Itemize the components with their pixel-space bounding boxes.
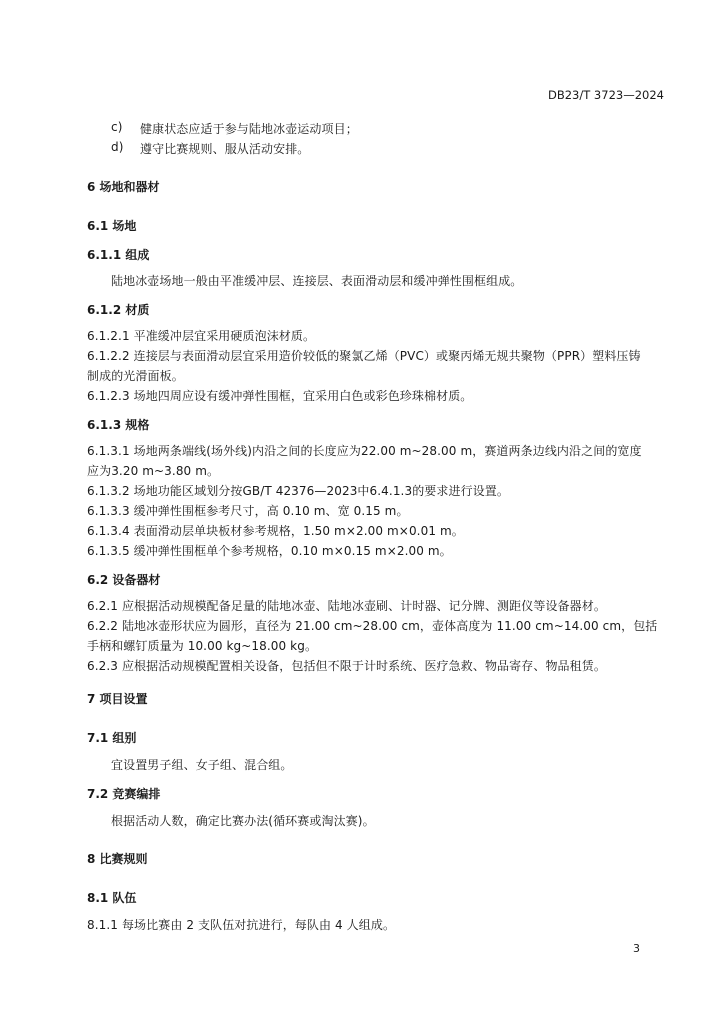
section-heading-7: 7 项目设置 xyxy=(87,692,148,706)
list-text: 遵守比赛规则、服从活动安排。 xyxy=(140,142,310,156)
clause-6-1-3-1-cont: 应为3.20 m~3.80 m。 xyxy=(87,464,220,478)
clause-6-1-2-2-cont: 制成的光滑面板。 xyxy=(87,369,184,383)
section-heading-6-1: 6.1 场地 xyxy=(87,219,137,233)
section-heading-6-2: 6.2 设备器材 xyxy=(87,573,161,587)
clause-6-1-3-4: 6.1.3.4 表面滑动层单块板材参考规格，1.50 m×2.00 m×0.01 m。 xyxy=(87,524,464,538)
clause-6-1-3-2: 6.1.3.2 场地功能区域划分按GB/T 42376—2023中6.4.1.3的要求进行设置。 xyxy=(87,484,510,498)
section-heading-6-1-2: 6.1.2 材质 xyxy=(87,303,150,317)
section-heading-7-2: 7.2 竞赛编排 xyxy=(87,787,161,801)
clause-6-2-1: 6.2.1 应根据活动规模配备足量的陆地冰壶、陆地冰壶刷、计时器、记分牌、测距仪等设备器材。 xyxy=(87,599,606,613)
clause-6-1-3-3: 6.1.3.3 缓冲弹性围框参考尺寸，高 0.10 m、宽 0.15 m。 xyxy=(87,504,409,518)
page-number: 3 xyxy=(633,942,641,955)
paragraph: 根据活动人数，确定比赛办法(循环赛或淘汰赛)。 xyxy=(111,814,375,828)
clause-6-2-2-cont: 手柄和螺钉质量为 10.00 kg~18.00 kg。 xyxy=(87,639,318,653)
clause-6-2-2: 6.2.2 陆地冰壶形状应为圆形，直径为 21.00 cm~28.00 cm，壶体高度为 11.00 cm~14.00 cm，包括 xyxy=(87,619,658,633)
clause-6-1-2-3: 6.1.2.3 场地四周应设有缓冲弹性围框，宜采用白色或彩色珍珠棉材质。 xyxy=(87,389,473,403)
clause-8-1-1: 8.1.1 每场比赛由 2 支队伍对抗进行，每队由 4 人组成。 xyxy=(87,918,396,932)
section-heading-6-1-3: 6.1.3 规格 xyxy=(87,418,150,432)
clause-6-1-3-1: 6.1.3.1 场地两条端线(场外线)内沿之间的长度应为22.00 m~28.00 m，赛道两条边线内沿之间的宽度 xyxy=(87,444,642,458)
list-label: d) xyxy=(111,140,124,154)
standard-code: DB23/T 3723—2024 xyxy=(548,88,664,102)
section-heading-6: 6 场地和器材 xyxy=(87,180,160,194)
section-heading-6-1-1: 6.1.1 组成 xyxy=(87,248,150,262)
clause-6-1-2-2: 6.1.2.2 连接层与表面滑动层宜采用造价较低的聚氯乙烯（PVC）或聚丙烯无规共聚物（PPR）塑料压铸 xyxy=(87,349,641,363)
paragraph: 陆地冰壶场地一般由平准缓冲层、连接层、表面滑动层和缓冲弹性围框组成。 xyxy=(111,274,523,288)
clause-6-1-2-1: 6.1.2.1 平准缓冲层宜采用硬质泡沫材质。 xyxy=(87,329,316,343)
clause-6-1-3-5: 6.1.3.5 缓冲弹性围框单个参考规格，0.10 m×0.15 m×2.00 m。 xyxy=(87,544,452,558)
list-text: 健康状态应适于参与陆地冰壶运动项目； xyxy=(140,122,358,136)
section-heading-7-1: 7.1 组别 xyxy=(87,731,137,745)
section-heading-8: 8 比赛规则 xyxy=(87,852,148,866)
paragraph: 宜设置男子组、女子组、混合组。 xyxy=(111,758,293,772)
clause-6-2-3: 6.2.3 应根据活动规模配置相关设备，包括但不限于计时系统、医疗急救、物品寄存、物品租赁。 xyxy=(87,659,606,673)
section-heading-8-1: 8.1 队伍 xyxy=(87,891,137,905)
list-label: c) xyxy=(111,120,123,134)
